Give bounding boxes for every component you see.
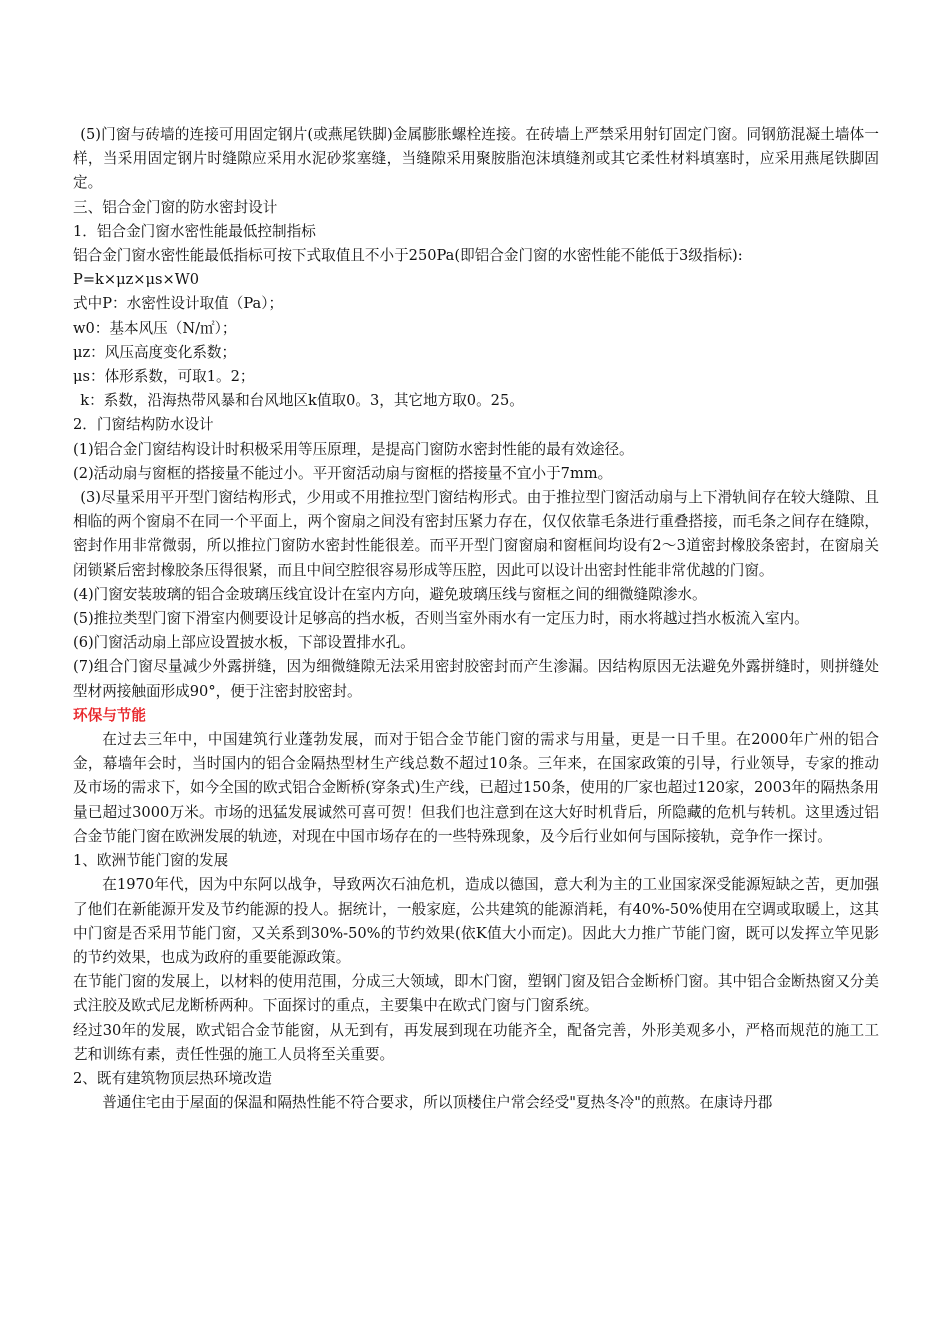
- formula-note: μs：体形系数，可取1。2；: [73, 368, 255, 386]
- section-heading: 三、铝合金门窗的防水密封设计: [73, 198, 278, 216]
- paragraph: 在过去三年中，中国建筑行业蓬勃发展，而对于铝合金节能门窗的需求与用量，更是一日千里。在2000年广州的铝合金，幕墙年会时，当时国内的铝合金隔热型材生产线总数不超过10条。三年来，在国家政策的引导，行业领导，专家的推动及市场的需求下，如今全国的欧式铝合金断桥(穿条式)生产线，已超过150条，使用的厂家也超过120家，2003年的隔热条用量已超过3000万米。市场的迅猛发展诚然可喜可贺！但我们也注意到在这大好时机背后，所隐藏的危机与转机。这里透过铝合金节能门窗在欧洲发展的轨迹，对现在中国市场存在的一些特殊现象，及今后行业如何与国际接轨，竞争作一探讨。: [73, 731, 879, 845]
- section-heading-red: 环保与节能: [73, 706, 146, 724]
- paragraph: 在节能门窗的发展上，以材料的使用范围，分成三大领域，即木门窗，塑钢门窗及铝合金断桥门窗。其中铝合金断热窗又分美式注胶及欧式尼龙断桥两种。下面探讨的重点，主要集中在欧式门窗与门窗系统。: [73, 973, 879, 1015]
- subsection-heading: 1、欧洲节能门窗的发展: [73, 852, 229, 870]
- formula-note: 式中P：水密性设计取值（Pa）；: [73, 295, 284, 313]
- list-item: (6)门窗活动扇上部应设置披水板，下部设置排水孔。: [73, 634, 415, 652]
- list-item: (1)铝合金门窗结构设计时积极采用等压原理，是提高门窗防水密封性能的最有效途径。: [73, 440, 634, 458]
- list-item: (4)门窗安装玻璃的铝合金玻璃压线宜设计在室内方向，避免玻璃压线与窗框之间的细微缝隙渗水。: [73, 585, 707, 603]
- formula-note: w0：基本风压（N/㎡）；: [73, 319, 237, 337]
- paragraph: 铝合金门窗水密性能最低指标可按下式取值且不小于250Pa(即铝合金门窗的水密性能不能低于3级指标):: [73, 247, 743, 265]
- formula-note: μz：风压高度变化系数；: [73, 343, 237, 361]
- paragraph: (5)门窗与砖墙的连接可用固定钢片(或燕尾铁脚)金属膨胀螺栓连接。在砖墙上严禁采用射钉固定门窗。同钢筋混凝土墙体一样，当采用固定钢片时缝隙应采用水泥砂浆塞缝，当缝隙采用聚胺脂泡沫填缝剂或其它柔性材料填塞时，应采用燕尾铁脚固定。: [73, 126, 879, 192]
- document-body: [73, 123, 879, 1115]
- subsection-heading: 2．门窗结构防水设计: [73, 416, 214, 434]
- paragraph: 在1970年代，因为中东阿以战争，导致两次石油危机，造成以德国，意大利为主的工业国家深受能源短缺之苦，更加强了他们在新能源开发及节约能源的投人。据统计，一般家庭，公共建筑的能源消耗，有40%-50%使用在空调或取暖上，这其中门窗是否采用节能门窗，又关系到30%-50%的节约效果(依K值大小而定)。因此大力推广节能门窗，既可以发挥立竿见影的节约效果，也成为政府的重要能源政策。: [73, 876, 879, 966]
- list-item: (3)尽量采用平开型门窗结构形式，少用或不用推拉型门窗结构形式。由于推拉型门窗活动扇与上下滑轨间存在较大缝隙、且相临的两个窗扇不在同一个平面上，两个窗扇之间没有密封压紧力存在，仅仅依靠毛条进行重叠搭接，而毛条之间存在缝隙，密封作用非常微弱，所以推拉门窗防水密封性能很差。而平开型门窗窗扇和窗框间均设有2～3道密封橡胶条密封，在窗扇关闭锁紧后密封橡胶条压得很紧，而且中间空腔很容易形成等压腔，因此可以设计出密封性能非常优越的门窗。: [73, 489, 879, 579]
- subsection-heading: 1．铝合金门窗水密性能最低控制指标: [73, 222, 316, 240]
- list-item: (7)组合门窗尽量减少外露拼缝，因为细微缝隙无法采用密封胶密封而产生渗漏。因结构原因无法避免外露拼缝时，则拼缝处型材两接触面形成90°，便于注密封胶密封。: [73, 658, 879, 700]
- list-item: (5)推拉类型门窗下滑室内侧要设计足够高的挡水板，否则当室外雨水有一定压力时，雨水将越过挡水板流入室内。: [73, 610, 809, 628]
- subsection-heading: 2、既有建筑物顶层热环境改造: [73, 1069, 273, 1087]
- formula: P=k×μz×μs×W0: [73, 271, 200, 289]
- list-item: (2)活动扇与窗框的搭接量不能过小。平开窗活动扇与窗框的搭接量不宜小于7mm。: [73, 464, 613, 482]
- paragraph: 经过30年的发展，欧式铝合金节能窗，从无到有，再发展到现在功能齐全，配备完善，外形美观多小，严格而规范的施工工艺和训练有素，责任性强的施工人员将至关重要。: [73, 1021, 879, 1063]
- formula-note: k：系数，沿海热带风暴和台风地区k值取0。3，其它地方取0。25。: [80, 392, 524, 410]
- paragraph: 普通住宅由于屋面的保温和隔热性能不符合要求，所以顶楼住户常会经受"夏热冬冷"的煎熬。在康诗丹郡: [102, 1094, 773, 1112]
